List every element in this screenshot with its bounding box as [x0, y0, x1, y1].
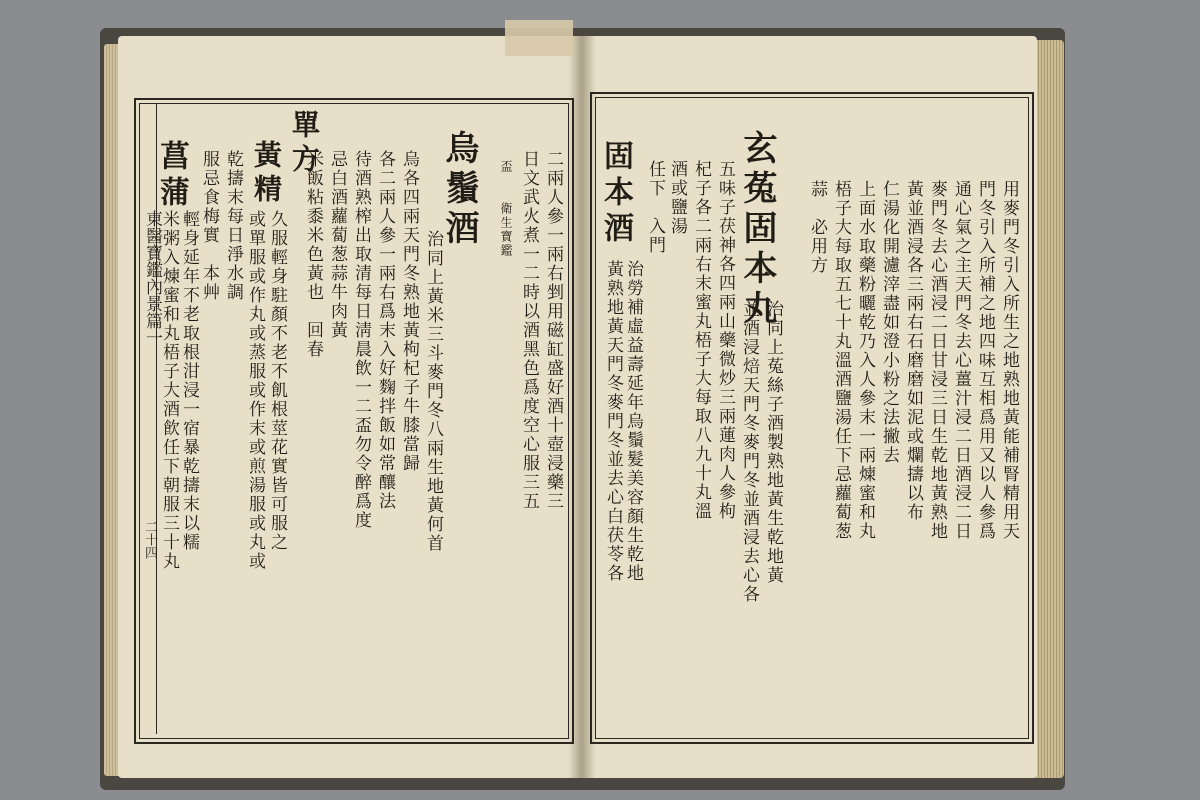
right-col-13: 五味子茯神各四兩山藥微炒三兩蓮肉人參枸 [715, 160, 735, 521]
right-col-1: 用麥門冬引入所生之地熟地黃能補腎精用天 [999, 180, 1019, 541]
library-seal [505, 20, 573, 56]
left-heading-huangjing: 黃精 [250, 140, 283, 208]
right-col-18: 治勞補虛益壽延年烏鬚髮美容顏生乾地 [623, 260, 643, 583]
right-col-3: 通心氣之主天門冬去心薑汁浸二日酒浸二日 [951, 180, 971, 541]
right-col-2: 門冬引入所補之地四味互相爲用又以人參爲 [975, 180, 995, 541]
right-col-9: 蒜 必用方 [807, 180, 827, 275]
right-col-15: 酒或鹽湯 [667, 160, 687, 236]
right-col-12: 並酒浸焙天門冬麥門冬並酒浸去心各 [739, 300, 759, 604]
left-col-7: 各二兩人參一兩右爲末入好麴拌飯如常釀法 [375, 150, 395, 511]
leaf-number: 二十四 [142, 520, 157, 559]
right-col-5: 黃並酒浸各三兩右石磨磨如泥或爛擣以布 [903, 180, 923, 522]
left-col-10: 米飯粘黍米色黃也 回春 [303, 150, 323, 359]
right-col-7: 上面水取藥粉曬乾乃入人參末一兩煉蜜和丸 [855, 180, 875, 541]
spine-title: 東醫寶鑑內景篇一 [142, 210, 162, 346]
left-col-8: 待酒熟榨出取清每日淸晨飲一二盃勿令醉爲度 [351, 150, 371, 530]
right-col-11: 治同上菟絲子酒製熟地黃生乾地黃 [763, 300, 783, 585]
left-heading-wuxu: 烏鬚酒 [439, 130, 479, 250]
left-col-1: 二兩人參一兩右剉用磁缸盛好酒十壺浸藥三 [543, 150, 563, 511]
left-col-5: 治同上黃米三斗麥門冬八兩生地黃何首 [423, 230, 443, 553]
right-heading-guben: 固本酒 [598, 140, 633, 248]
right-col-4: 麥門冬去心酒浸二日甘浸三日生乾地黃熟地 [927, 180, 947, 541]
left-col-9: 忌白酒蘿蔔葱蒜牛肉黃 [327, 150, 347, 340]
left-col-19: 米粥入煉蜜和丸梧子大酒飮任下朝服三十丸 [159, 210, 179, 571]
left-col-16: 服忌食梅實 本艸 [199, 150, 219, 302]
left-col-13: 久服輕身駐顏不老不飢根莖花實皆可服之 [267, 210, 287, 552]
left-col-18: 輕身延年不老取根泔浸一宿暴乾擣末以糯 [179, 210, 199, 552]
left-col-14: 或單服或作丸或蒸服或作末或煎湯服或丸或 [245, 210, 265, 571]
left-col-2: 日文武火煮一二時以酒黑色爲度空心服三五 [519, 150, 539, 511]
left-col-6: 烏各四兩天門冬熟地黃枸杞子牛膝當歸 [399, 150, 419, 473]
left-heading-danfang: 單方 [288, 110, 321, 178]
right-col-16: 任下 入門 [645, 160, 665, 255]
right-col-19: 黃熟地黃天門冬麥門冬並去心白茯苓各 [603, 260, 623, 583]
left-col-3: 盃 衛生寶鑑 [499, 160, 513, 258]
right-col-8: 梧子大每取五七十丸溫酒鹽湯任下忌蘿蔔葱 [831, 180, 851, 541]
right-col-14: 杞子各二兩右末蜜丸梧子大每取八九十丸溫 [691, 160, 711, 521]
left-heading-changpu: 菖蒲 [154, 140, 189, 212]
right-heading-xuantu: 玄菟固本丸 [737, 130, 777, 330]
right-col-6: 仁湯化開濾滓盡如澄小粉之法撇去 [879, 180, 899, 465]
left-col-15: 乾擣末每日淨水調 [223, 150, 243, 302]
